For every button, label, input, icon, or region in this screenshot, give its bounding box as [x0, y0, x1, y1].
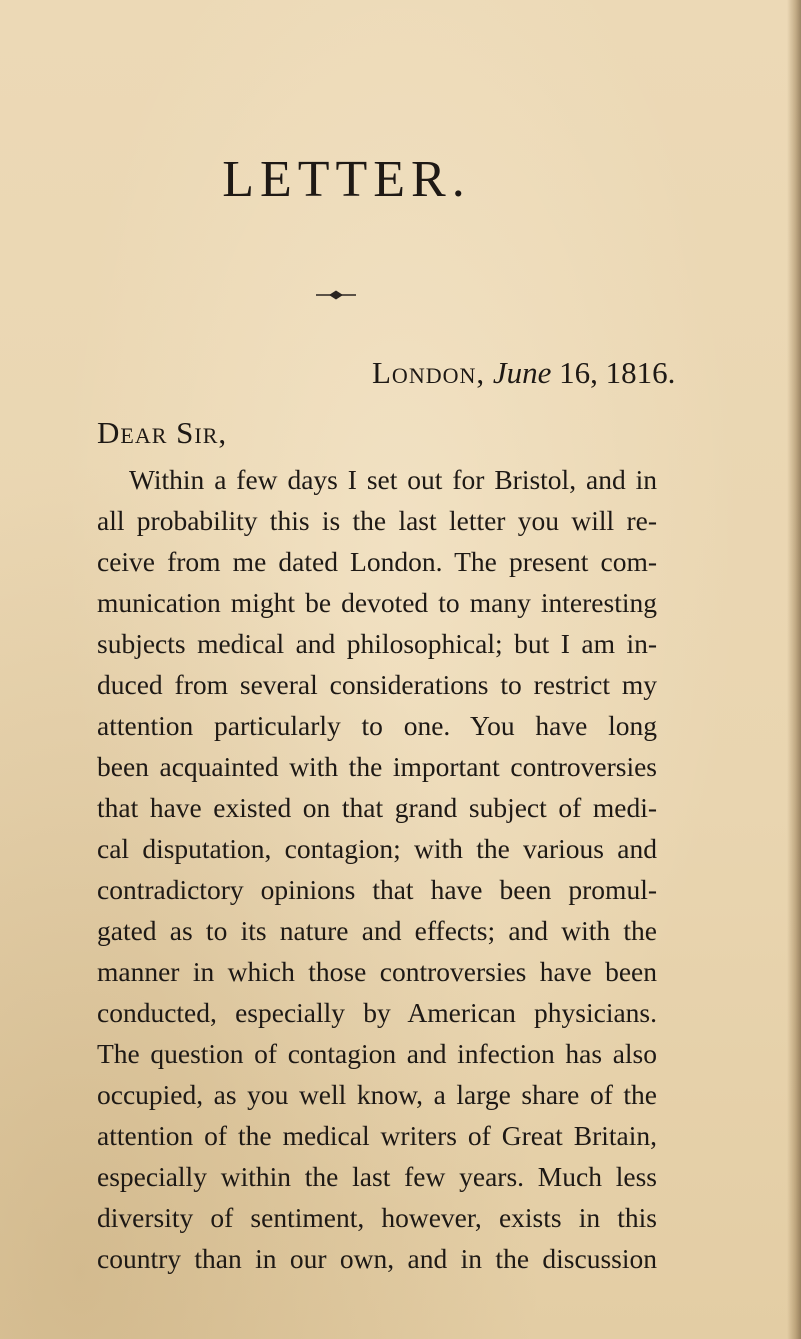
body-line: manner in which those controversies have been [97, 956, 657, 987]
ornament-divider-icon [316, 288, 356, 302]
body-line: duced from several considerations to restrict my [97, 669, 657, 700]
body-line: subjects medical and philosophical; but I am in- [97, 628, 657, 659]
salutation: Dear Sir, [97, 415, 228, 450]
dateline-date: 16, 1816. [559, 355, 676, 390]
body-line: especially within the last few years. Much less [97, 1161, 657, 1192]
body-line: occupied, as you well know, a large share of the [97, 1079, 657, 1110]
body-line: ceive from me dated London. The present com- [97, 546, 657, 577]
body-line: all probability this is the last letter you will re- [97, 505, 657, 536]
body-line: attention of the medical writers of Great Britain, [97, 1120, 657, 1151]
body-line: attention particularly to one. You have long [97, 710, 657, 741]
body-line: conducted, especially by American physicians. [97, 997, 657, 1028]
body-line: cal disputation, contagion; with the various and [97, 833, 657, 864]
body-line: Within a few days I set out for Bristol, and in [129, 464, 657, 495]
letter-body [97, 459, 657, 1279]
body-line: country than in our own, and in the discussion [97, 1243, 657, 1274]
dateline [372, 355, 675, 391]
body-line: been acquainted with the important controversies [97, 751, 657, 782]
page-title: LETTER. [222, 151, 471, 208]
body-line: munication might be devoted to many interesting [97, 587, 657, 618]
body-line: diversity of sentiment, however, exists in this [97, 1202, 657, 1233]
dateline-place: London, [372, 355, 486, 390]
body-line: The question of contagion and infection has also [97, 1038, 657, 1069]
dateline-month: June [492, 355, 552, 390]
body-line: gated as to its nature and effects; and with the [97, 915, 657, 946]
body-line: that have existed on that grand subject of medi- [97, 792, 657, 823]
body-line: contradictory opinions that have been promul- [97, 874, 657, 905]
